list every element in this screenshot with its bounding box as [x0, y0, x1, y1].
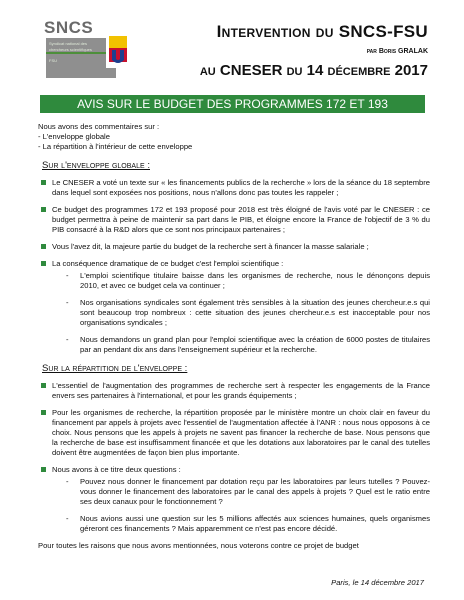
bullet-text: Vous l'avez dit, la majeure partie du budget de la recherche sert à financer la masse salariale ; — [52, 242, 369, 251]
bullet-list-repartition — [38, 381, 430, 534]
author-byline: par Boris GRALAK — [366, 48, 428, 55]
bullet-text: L'essentiel de l'augmentation des programmes de recherche sert à respecter les engagements de la France envers ses partenaires à l'international, et pour les grands équipements ; — [52, 381, 430, 400]
banner-heading: AVIS SUR LE BUDGET DES PROGRAMMES 172 ET 193 — [40, 95, 425, 113]
sub-list — [52, 477, 430, 534]
list-item — [38, 381, 430, 401]
bullet-text: Le CNESER a voté un texte sur « les financements publics de la recherche » lors de la séance du 18 septembre dans lequel sont exposées nos positions, nous n'allons donc pas toutes les rappeler ; — [52, 178, 430, 197]
sub-list — [52, 271, 430, 355]
sub-item: - L'emploi scientifique titulaire baisse dans les organismes de recherche, nous le dénonçons depuis 2010, et avec ce budget cela va continuer ; — [66, 271, 430, 291]
logo-sub-line: Syndicat national des — [49, 41, 88, 46]
list-item — [38, 465, 430, 534]
section-title-global: Sur l'enveloppe globale : — [42, 160, 150, 171]
sub-item: - Nos organisations syndicales sont également très sensibles à la situation des jeunes chercheur.e.s qui sont beaucoup trop nombreux : cette situation des jeunes chercheur.e.s est inacceptable pour nos organisations syndicales ; — [66, 298, 430, 328]
list-item — [38, 205, 430, 235]
sub-item: - Nous avions aussi une question sur les 5 millions affectés aux sciences humaines, quels organismes géreront ces financements ? Mais apparemment ce n'est pas encore décidé. — [66, 514, 430, 534]
fsu-emblem-icon — [106, 34, 130, 68]
signature-date: Paris, le 14 décembre 2017 — [331, 578, 424, 587]
document-body — [38, 122, 430, 551]
list-item — [38, 178, 430, 198]
intro-block — [38, 122, 430, 152]
bullet-text: La conséquence dramatique de ce budget c'est l'emploi scientifique : — [52, 259, 284, 268]
sncs-logo — [44, 18, 130, 82]
logo-sub-line: FSU — [49, 58, 57, 63]
intro-line: - La répartition à l'intérieur de cette enveloppe — [38, 142, 193, 151]
bullet-list-global — [38, 178, 430, 355]
sub-item: - Pouvez nous donner le financement par dotation reçu par les laboratoires par leurs tutelles ? Pouvez-vous donner le financement des laboratoires par le canal des appels à projets ? Quel est le ratio entre ses deux canaux pour le fonctionnement ? — [66, 477, 430, 507]
conclusion-text: Pour toutes les raisons que nous avons mentionnées, nous voterons contre ce projet de budget — [38, 541, 359, 550]
bullet-text: Nous avons à ce titre deux questions : — [52, 465, 181, 474]
list-item — [38, 259, 430, 355]
logo-sub-line: chercheurs scientifiques — [49, 47, 92, 52]
meeting-title: au CNESER du 14 décembre 2017 — [199, 62, 428, 79]
intro-line: Nous avons des commentaires sur : — [38, 122, 160, 131]
list-item — [38, 242, 430, 252]
logo-text: SNCS — [44, 18, 94, 37]
bullet-text: Ce budget des programmes 172 et 193 proposé pour 2018 est très éloigné de l'avis voté par le CNESER : ce budget permettra à peine de maintenir sa part dans le PIB, et éloigne encore la France de l'objectif de 3 % du PIB consacré à la R&D alors que ce sont nos principaux partenaires ; — [52, 205, 430, 234]
list-item — [38, 408, 430, 458]
bullet-text: Pour les organismes de recherche, la répartition proposée par le ministère montre un choix clair en faveur du financement par appels à projets avec l'essentiel de l'augmentation affectée à l'ANR : nous nous opposons à ce choix. Nous pensons que les appels à projets ne savent pas financer la recherche de base. Nous pensons que la recherche de base est insuffisamment financée et que les dotations aux laboratoires par le canal des tutelles doivent être augmentées de façon bien plus importante. — [52, 408, 430, 457]
sub-item: - Nous demandons un grand plan pour l'emploi scientifique avec la création de 6000 postes de titulaires par an pendant dix ans dans l'enseignement supérieur et la recherche. — [66, 335, 430, 355]
section-title-repartition: Sur la répartition de l'enveloppe : — [42, 363, 188, 374]
document-title: Intervention du SNCS-FSU — [216, 22, 428, 41]
intro-line: - L'enveloppe globale — [38, 132, 110, 141]
document-header — [0, 0, 464, 88]
